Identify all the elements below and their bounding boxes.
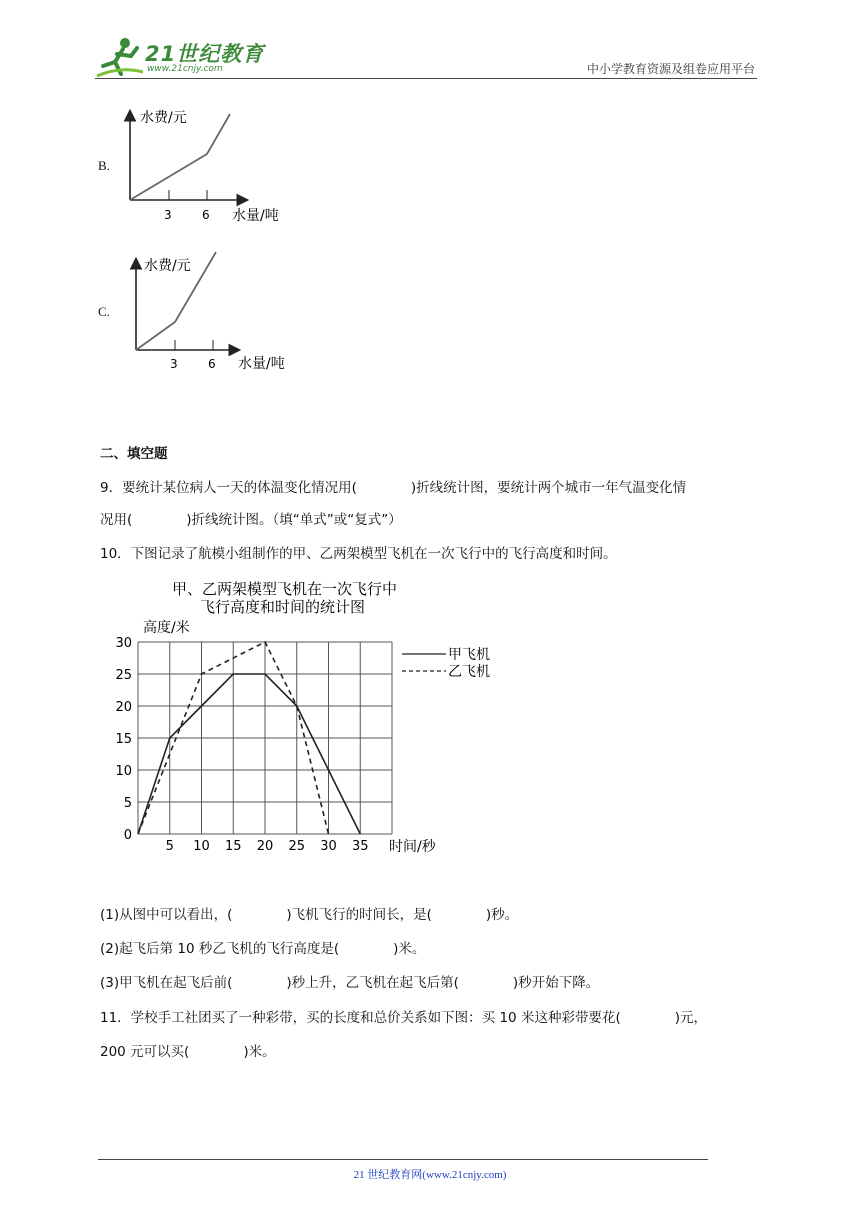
q9-line1: 9．要统计某位病人一天的体温变化情况用( )折线统计图，要统计两个城市一年气温变化情: [100, 480, 687, 496]
logo-sub-text: www.21cnjy.com: [147, 64, 223, 74]
chart-title-line1: 甲、乙两架模型飞机在一次飞行中: [172, 580, 398, 598]
x-tick-label: 3: [164, 208, 172, 222]
x-tick-label: 6: [208, 357, 216, 371]
platform-name: 中小学教育资源及组卷应用平台: [586, 62, 755, 76]
x-axis-label: 水量/吨: [238, 356, 285, 372]
q9-line2: 况用( )折线统计图。（填“单式”或“复式”）: [100, 512, 402, 528]
x-tick-label: 3: [170, 357, 178, 371]
series-line-jia: [138, 674, 360, 834]
x-axis-label: 水量/吨: [232, 208, 279, 224]
runner-logo-icon: [95, 36, 145, 80]
y-axis-label: 水费/元: [144, 258, 191, 274]
y-tick-label: 15: [115, 732, 132, 747]
q10-sub3: (3)甲飞机在起飞后前( )秒上升，乙飞机在起飞后第( )秒开始下降。: [100, 975, 600, 991]
x-tick-label: 6: [202, 208, 210, 222]
y-tick-label: 20: [115, 700, 132, 715]
option-c-label: C.: [98, 304, 110, 319]
x-tick-label: 5: [165, 839, 174, 854]
fee-line: [130, 114, 230, 200]
y-tick-label: 30: [115, 636, 132, 651]
q11-line2: 200 元可以买( )米。: [100, 1044, 276, 1060]
section-title: 二、填空题: [100, 446, 168, 462]
legend-label: 甲飞机: [448, 647, 490, 663]
option-b-graph: [118, 104, 298, 228]
site-logo: [95, 36, 265, 80]
header-divider: [95, 78, 757, 79]
q10-sub1: (1)从图中可以看出，( )飞机飞行的时间长，是( )秒。: [100, 907, 519, 923]
flight-height-chart: [110, 574, 490, 860]
x-tick-label: 15: [224, 839, 242, 854]
chart-title-line2: 飞行高度和时间的统计图: [200, 598, 366, 616]
q11-line1: 11．学校手工社团买了一种彩带，买的长度和总价关系如下图：买 10 米这种彩带要花( )元，: [100, 1010, 707, 1026]
option-c-graph: [124, 252, 304, 376]
y-axis-label: 水费/元: [140, 110, 187, 126]
y-tick-label: 0: [123, 828, 132, 843]
x-tick-label: 20: [256, 839, 274, 854]
q10-intro: 10．下图记录了航模小组制作的甲、乙两架模型飞机在一次飞行中的飞行高度和时间。: [100, 546, 617, 562]
y-axis-title: 高度/米: [143, 620, 190, 636]
legend-label: 乙飞机: [448, 664, 490, 680]
footer-divider: [98, 1159, 708, 1160]
x-tick-label: 35: [351, 839, 369, 854]
x-tick-label: 25: [288, 839, 306, 854]
y-tick-label: 5: [123, 796, 132, 811]
x-tick-label: 30: [320, 839, 337, 854]
y-tick-label: 10: [115, 764, 132, 779]
x-tick-label: 10: [193, 839, 210, 854]
y-tick-label: 25: [115, 668, 132, 683]
logo-main-text: 21世纪教育: [145, 42, 265, 66]
x-axis-title: 时间/秒: [389, 839, 436, 855]
q10-sub2: (2)起飞后第 10 秒乙飞机的飞行高度是( )米。: [100, 941, 426, 957]
option-b-label: B.: [98, 158, 110, 173]
footer-text: 21 世纪教育网(www.21cnjy.com): [353, 1169, 507, 1181]
